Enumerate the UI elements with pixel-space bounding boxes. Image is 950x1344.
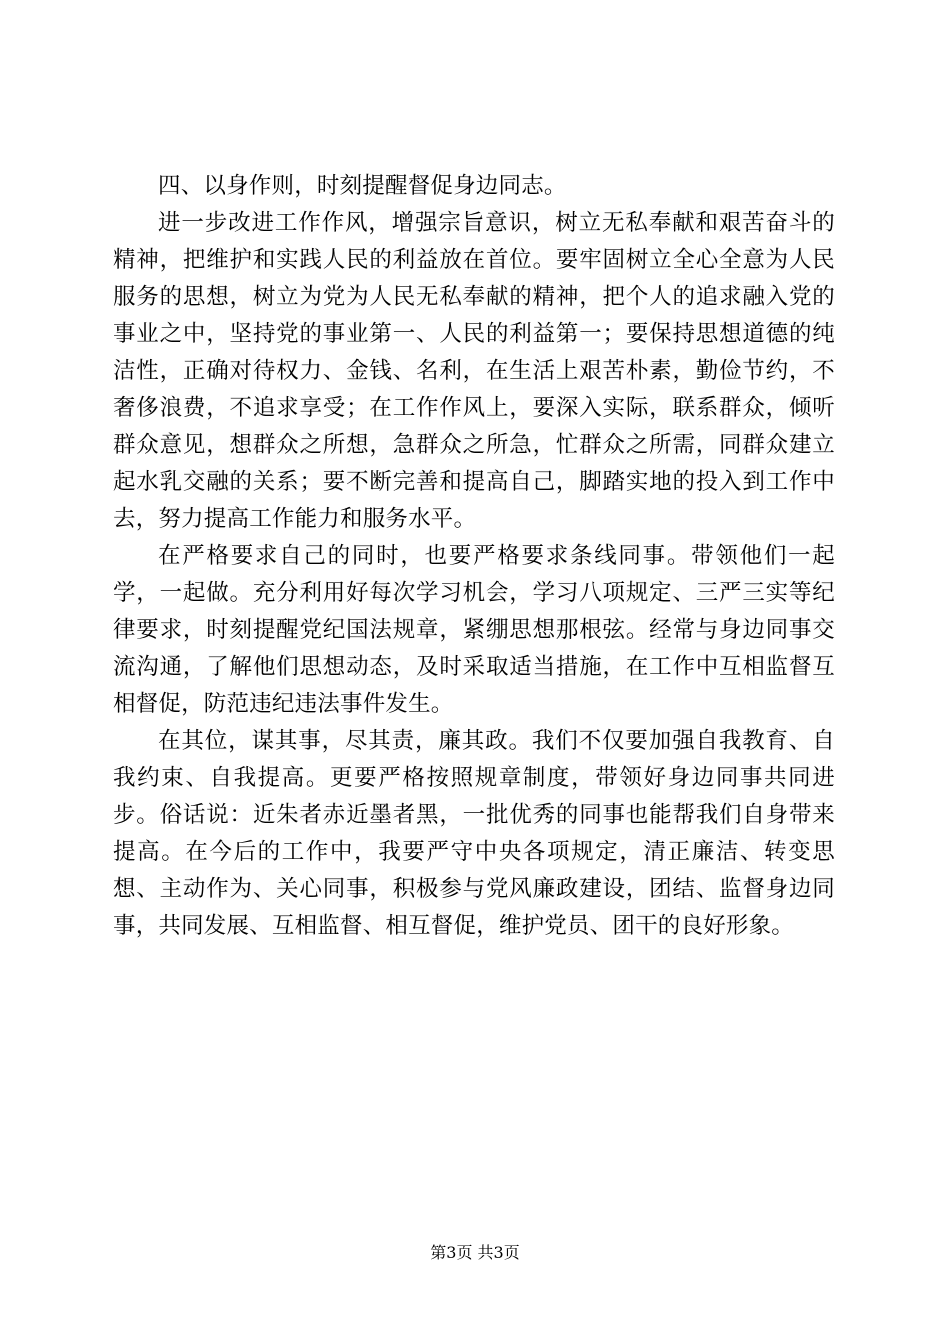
section-heading: 四、以身作则，时刻提醒督促身边同志。 (158, 173, 567, 199)
body-paragraph: 进一步改进工作作风，增强宗旨意识，树立无私奉献和艰苦奋斗的精神，把维护和实践人民的利益放在首位。要牢固树立全心全意为人民服务的思想，树立为党为人民无私奉献的精神，把个人的追求融入党的事业之中，坚持党的事业第一、人民的利益第一；要保持思想道德的纯洁性，正确对待权力、金钱、名利，在生活上艰苦朴素，勤俭节约，不奢侈浪费，不追求享受；在工作作风上，要深入实际，联系群众，倾听群众意见，想群众之所想，急群众之所急，忙群众之所需，同群众建立起水乳交融的关系；要不断完善和提高自己，脚踏实地的投入到工作中去，努力提高工作能力和服务水平。 (113, 210, 835, 532)
page-number-footer: 第3页 共3页 (430, 1243, 520, 1262)
body-paragraph: 在其位，谋其事，尽其责，廉其政。我们不仅要加强自我教育、自我约束、自我提高。更要严格按照规章制度，带领好身边同事共同进步。俗话说：近朱者赤近墨者黑，一批优秀的同事也能帮我们自身带来提高。在今后的工作中，我要严守中央各项规定，清正廉洁、转变思想、主动作为、关心同事，积极参与党风廉政建设，团结、监督身边同事，共同发展、互相监督、相互督促，维护党员、团干的良好形象。 (113, 728, 835, 939)
body-paragraph: 在严格要求自己的同时，也要严格要求条线同事。带领他们一起学，一起做。充分利用好每次学习机会，学习八项规定、三严三实等纪律要求，时刻提醒党纪国法规章，紧绷思想那根弦。经常与身边同事交流沟通，了解他们思想动态，及时采取适当措施，在工作中互相监督互相督促，防范违纪违法事件发生。 (113, 543, 835, 717)
document-body (113, 168, 835, 945)
